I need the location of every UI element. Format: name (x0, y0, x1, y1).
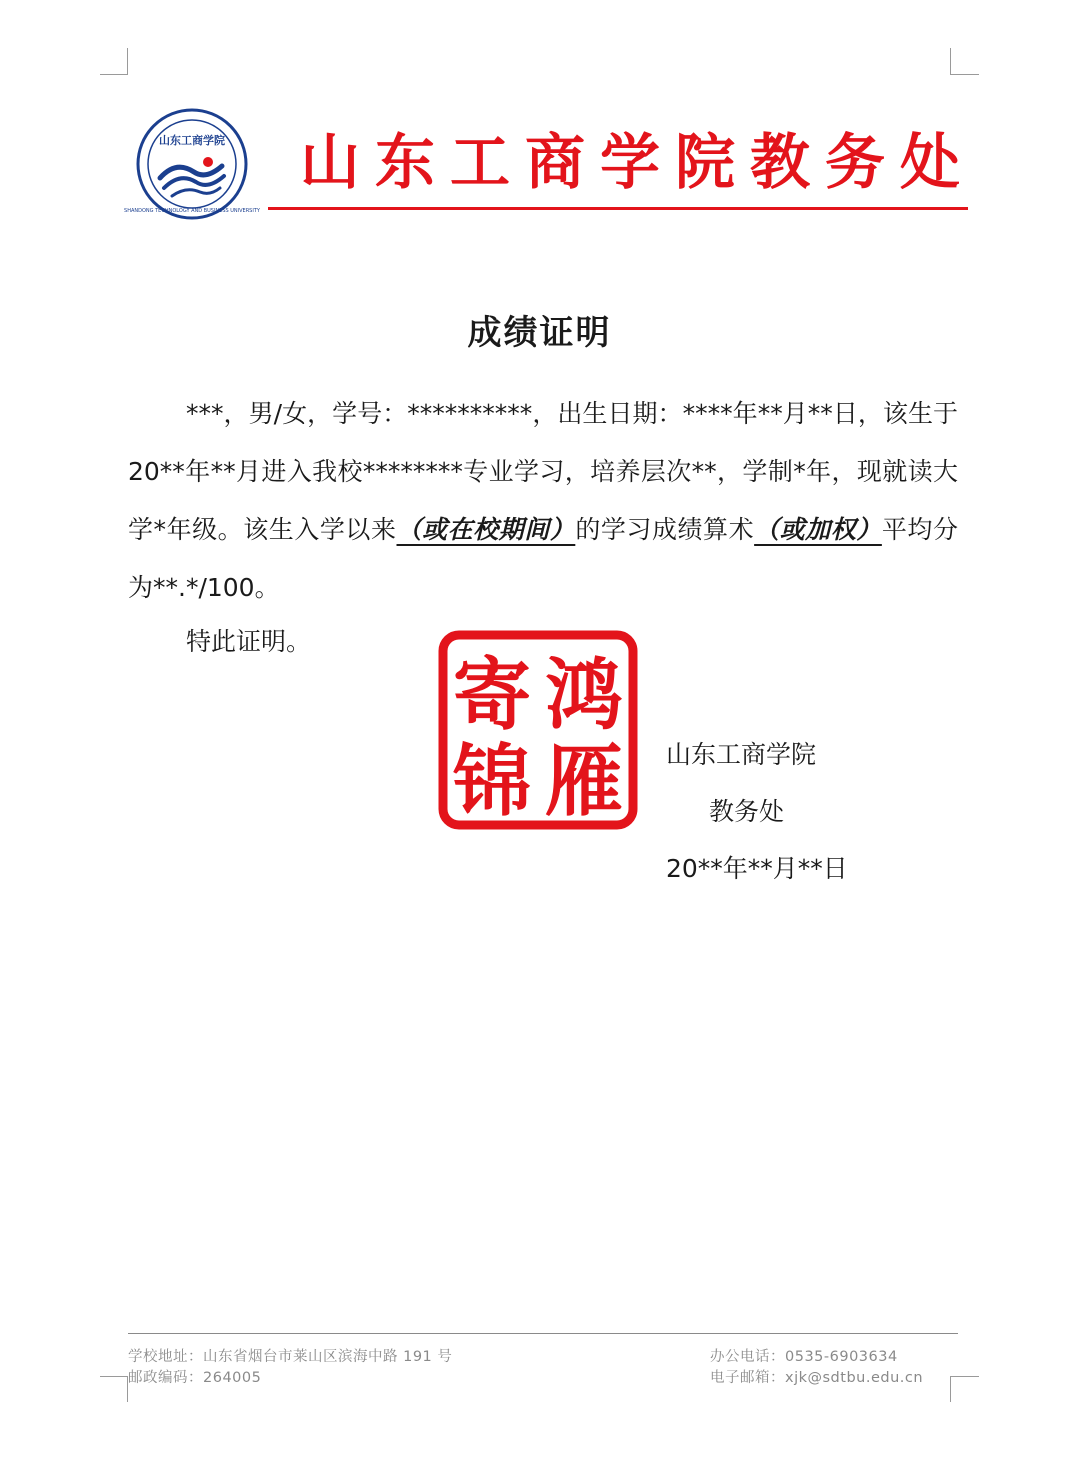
svg-text:寄: 寄 (452, 650, 532, 741)
body-paragraph (128, 385, 958, 617)
body-emphasis-1: （或在校期间） (396, 515, 576, 544)
university-logo (124, 108, 260, 220)
svg-text:鸿: 鸿 (544, 650, 624, 741)
footer-address: 学校地址：山东省烟台市莱山区滨海中路 191 号 (128, 1349, 453, 1365)
signature-dept: 教务处 (709, 797, 785, 826)
red-seal-stamp (438, 630, 638, 830)
body-text-part3: 平均分为**.*/100。 (128, 515, 958, 602)
body-emphasis-2: （或加权） (754, 515, 882, 544)
footer-email: 电子邮箱：xjk@sdtbu.edu.cn (710, 1370, 924, 1386)
crop-mark-bottom-right-v (950, 1376, 951, 1402)
signature-date: 20**年**月**日 (666, 854, 848, 883)
svg-text:锦: 锦 (452, 736, 532, 827)
footer-postcode: 邮政编码：264005 (128, 1370, 262, 1386)
svg-text:SHANDONG TECHNOLOGY AND BUSINE: SHANDONG TECHNOLOGY AND BUSINESS UNIVERSITY (124, 208, 260, 214)
crop-mark-bottom-left-h (100, 1376, 128, 1377)
svg-text:山东工商学院: 山东工商学院 (159, 134, 225, 147)
footer-rule (128, 1333, 958, 1334)
body-text-part2: 的学习成绩算术 (575, 515, 755, 544)
crop-mark-top-left-h (100, 74, 128, 75)
crop-mark-bottom-right-h (951, 1376, 979, 1377)
header-rule (268, 207, 968, 210)
crop-mark-top-left-v (127, 48, 128, 75)
certificate-body (128, 385, 958, 617)
crop-mark-top-right-v (950, 48, 951, 75)
crop-mark-top-right-h (951, 74, 979, 75)
document-title: 成绩证明 (467, 313, 612, 353)
signature-org: 山东工商学院 (666, 740, 817, 769)
closing-statement: 特此证明。 (186, 627, 312, 656)
body-text-part1: ***，男/女，学号：**********，出生日期：****年**月**日，该生于 20**年**月进入我校********专业学习，培养层次**，学制*年，现就读大学*年级。该生入学以来 (128, 399, 958, 544)
institution-title: 山东工商学院教务处 (300, 128, 975, 198)
footer-phone: 办公电话：0535-6903634 (710, 1349, 898, 1365)
svg-text:雁: 雁 (544, 736, 624, 827)
